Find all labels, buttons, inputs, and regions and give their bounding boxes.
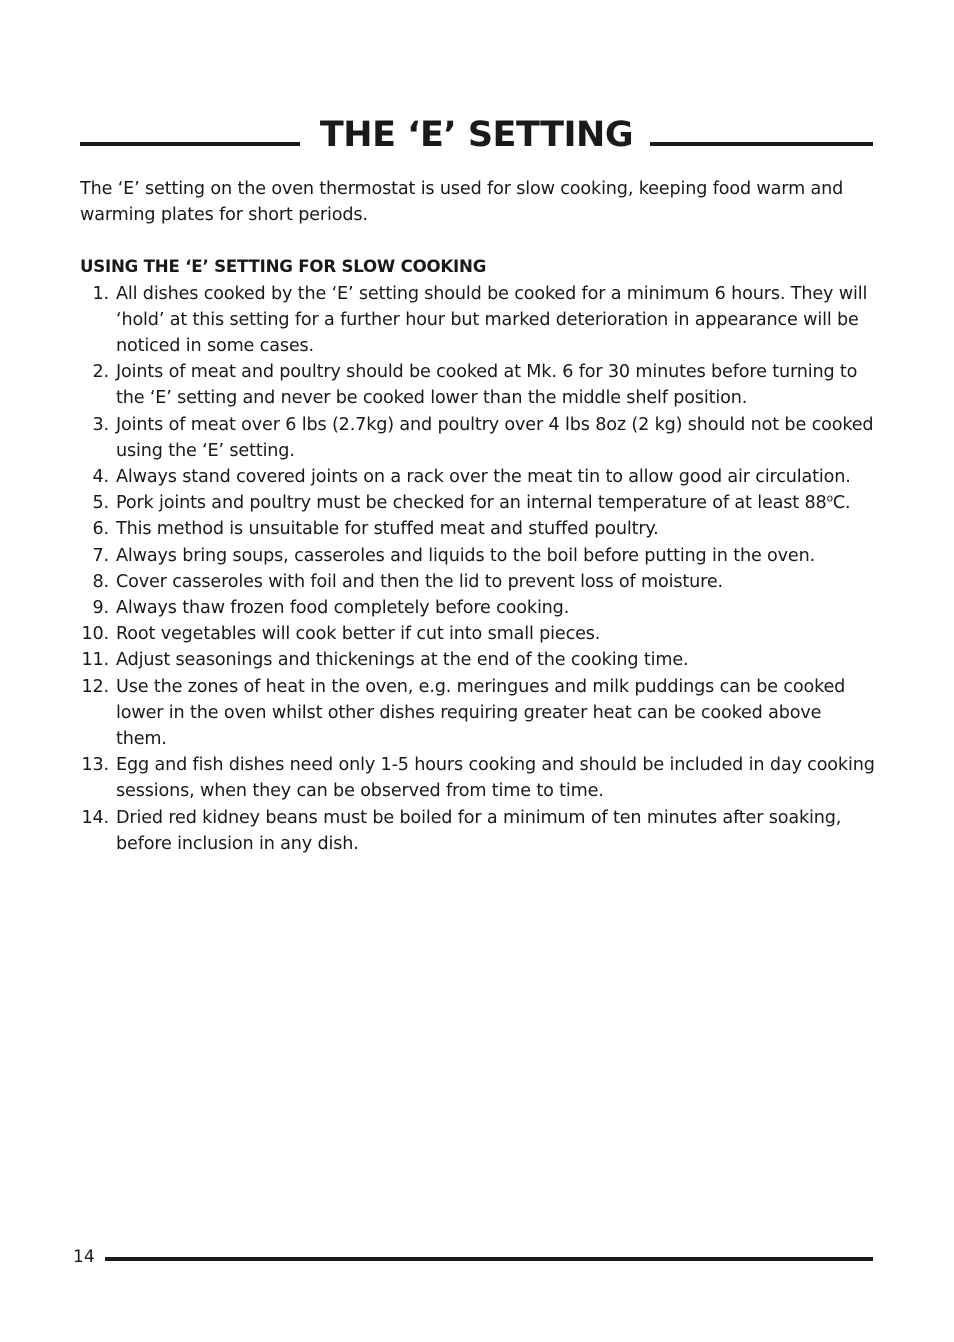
step-item (80, 412, 875, 464)
step-item (80, 543, 875, 569)
step-number: 5. (92, 493, 109, 514)
step-text: Joints of meat over 6 lbs (2.7kg) and poultry over 4 lbs 8oz (2 kg) should not be cooked using the ‘E’ setting. (116, 414, 874, 461)
step-text-main: Pork joints and poultry must be checked for an internal temperature of at least 88 (116, 493, 827, 514)
step-number: 1. (92, 283, 109, 304)
title-rule-left (80, 142, 300, 146)
step-text: Always stand covered joints on a rack over the meat tin to allow good air circulation. (116, 467, 851, 488)
step-number: 2. (92, 362, 109, 383)
page-title: THE ‘E’ SETTING (319, 115, 634, 155)
section-heading: USING THE ‘E’ SETTING FOR SLOW COOKING (80, 257, 487, 277)
step-text: Root vegetables will cook better if cut into small pieces. (116, 624, 601, 645)
footer-rule (105, 1257, 873, 1261)
step-text: Joints of meat and poultry should be cooked at Mk. 6 for 30 minutes before turning to the ‘E’ setting and never be cooked lower than the middle shelf position. (116, 362, 858, 409)
step-number: 7. (92, 545, 109, 566)
step-item (80, 490, 875, 516)
step-item (80, 464, 875, 490)
step-text: This method is unsuitable for stuffed meat and stuffed poultry. (116, 519, 659, 540)
step-text: Cover casseroles with foil and then the lid to prevent loss of moisture. (116, 571, 723, 592)
step-number: 9. (92, 598, 109, 619)
step-item (80, 621, 875, 647)
step-number: 10. (81, 624, 109, 645)
step-text: Always bring soups, casseroles and liquids to the boil before putting in the oven. (116, 545, 816, 566)
step-number: 11. (81, 650, 109, 671)
step-text: Always thaw frozen food completely before cooking. (116, 598, 570, 619)
step-item (80, 595, 875, 621)
step-text: Dried red kidney beans must be boiled for a minimum of ten minutes after soaking, before inclusion in any dish. (116, 807, 842, 854)
page-content (80, 176, 875, 857)
step-number: 8. (92, 571, 109, 592)
steps-list (80, 281, 875, 857)
step-number: 13. (81, 755, 109, 776)
step-text: All dishes cooked by the ‘E’ setting should be cooked for a minimum 6 hours. They will ‘hold’ at this setting for a further hour but marked deterioration in appearance will be noticed in some cases. (116, 283, 868, 357)
step-text: Adjust seasonings and thickenings at the end of the cooking time. (116, 650, 689, 671)
intro-paragraph: The ‘E’ setting on the oven thermostat is used for slow cooking, keeping food warm and warming plates for short periods. (80, 179, 844, 226)
page-header (80, 112, 873, 158)
page-number: 14 (73, 1247, 95, 1267)
step-number: 4. (92, 467, 109, 488)
step-number: 12. (81, 676, 109, 697)
step-item (80, 359, 875, 411)
step-item (80, 281, 875, 360)
degree-superscript: o (826, 492, 833, 505)
step-item (80, 516, 875, 542)
step-text: Egg and fish dishes need only 1-5 hours cooking and should be included in day cooking sessions, when they can be observed from time to time. (116, 755, 875, 802)
step-number: 14. (81, 807, 109, 828)
step-item (80, 569, 875, 595)
step-text (116, 490, 875, 516)
step-item (80, 752, 875, 804)
step-item (80, 674, 875, 753)
step-number: 6. (92, 519, 109, 540)
step-item (80, 647, 875, 673)
step-number: 3. (92, 414, 109, 435)
title-rule-right (650, 142, 873, 146)
step-text: Use the zones of heat in the oven, e.g. meringues and milk puddings can be cooked lower in the oven whilst other dishes requiring greater heat can be cooked above them. (116, 676, 846, 750)
step-text-unit: C. (832, 493, 851, 514)
step-item (80, 805, 875, 857)
